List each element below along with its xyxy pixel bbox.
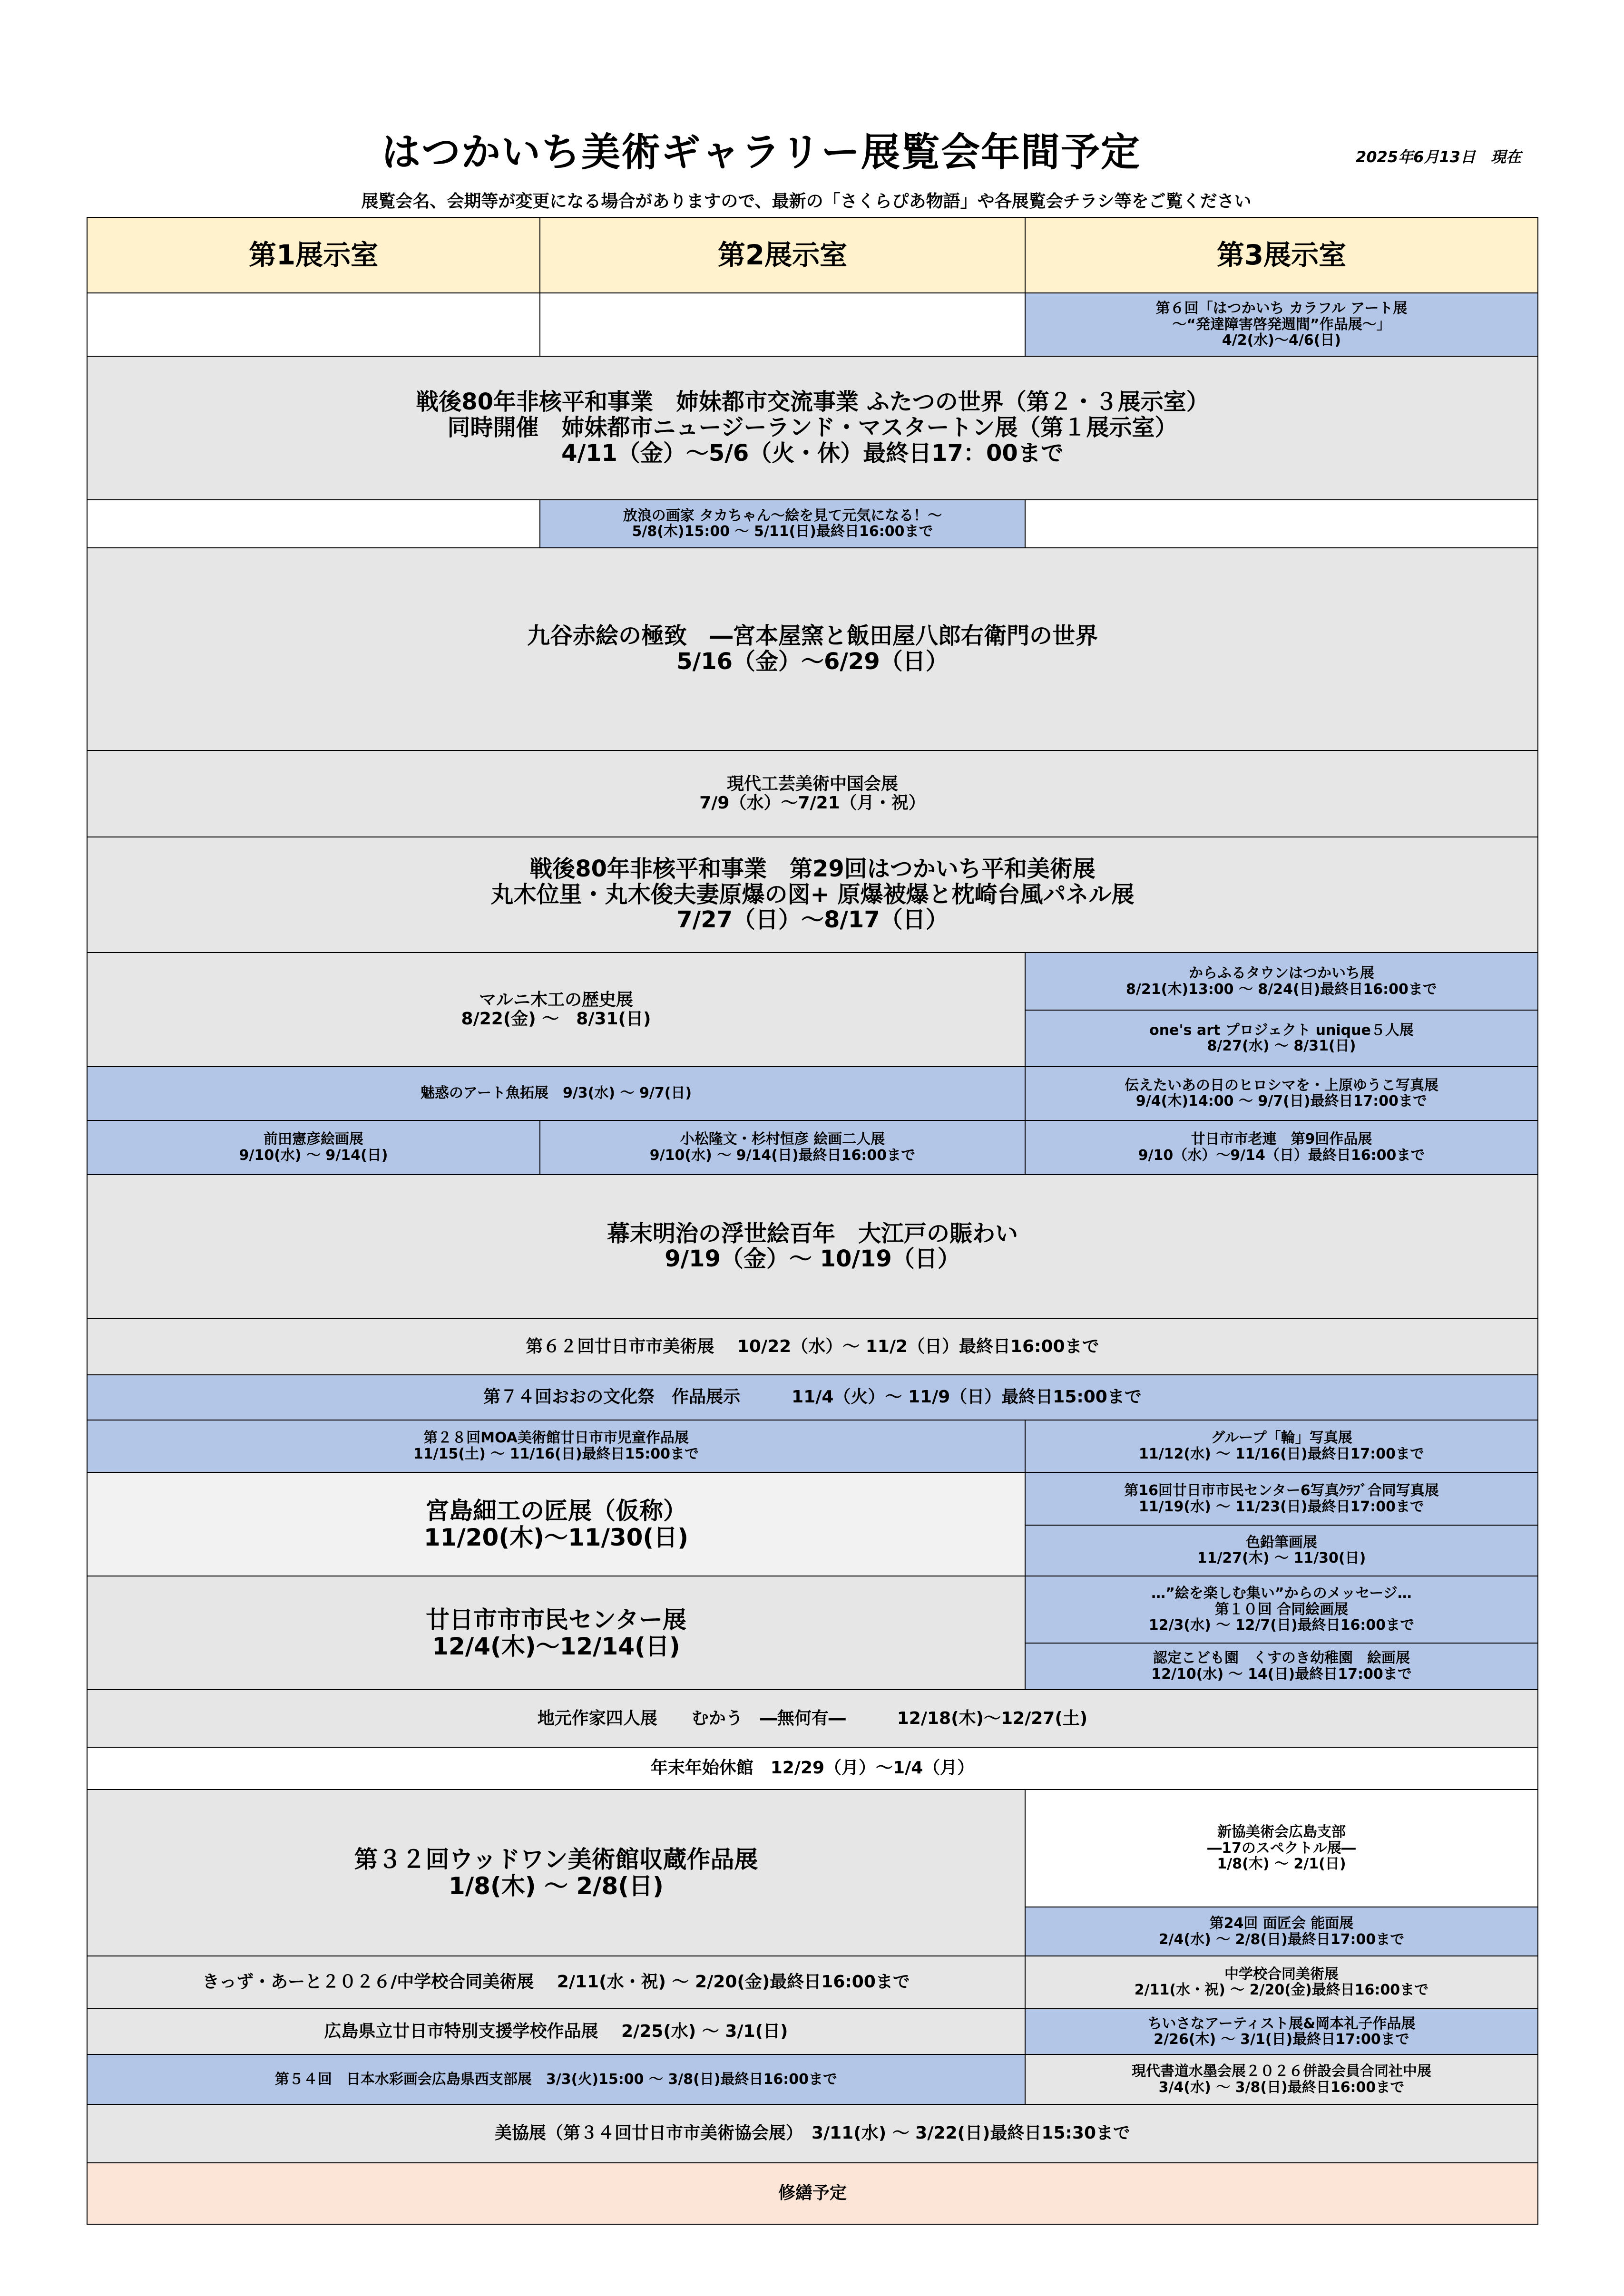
empty-cell [87, 500, 540, 548]
schedule-cell: 幕末明治の浮世絵百年 大江戸の賑わい 9/19（金）～ 10/19（日） [87, 1175, 1538, 1318]
schedule-cell: マルニ木工の歴史展 8/22(金) ～ 8/31(日) [87, 953, 1025, 1067]
schedule-cell: きっず・あーと２０２６/中学校合同美術展 2/11(水・祝) ～ 2/20(金)最終日16:00まで [87, 1956, 1025, 2009]
schedule-cell: 宮島細工の匠展（仮称） 11/20(木)～11/30(日) [87, 1472, 1025, 1576]
schedule-cell: one's art プロジェクト unique５人展 8/27(水) ～ 8/31(日) [1025, 1010, 1538, 1067]
empty-cell [87, 293, 540, 356]
schedule-cell: 美協展（第３４回廿日市市美術協会展） 3/11(水) ～ 3/22(日)最終日15:30まで [87, 2104, 1538, 2163]
notice-text: 展覧会名、会期等が変更になる場合がありますので、最新の「さくらぴあ物語」や各展覧会チラシ等をご覧ください [361, 192, 1252, 211]
schedule-cell: 第６回「はつかいち カラフル アート展 ～“発達障害啓発週間”作品展～」 4/2(水)～4/6(日) [1025, 293, 1538, 356]
schedule-cell: 広島県立廿日市特別支援学校作品展 2/25(水) ～ 3/1(日) [87, 2009, 1025, 2055]
schedule-cell: 第７４回おおの文化祭 作品展示 11/4（火）～ 11/9（日）最終日15:00まで [87, 1375, 1538, 1420]
schedule-cell: 魅惑のアート魚拓展 9/3(水) ～ 9/7(日) [87, 1067, 1025, 1120]
schedule-cell: 放浪の画家 タカちゃん～絵を見て元気になる！～ 5/8(木)15:00 ～ 5/11(日)最終日16:00まで [540, 500, 1025, 548]
schedule-cell: 地元作家四人展 むかう ―無何有― 12/18(木)～12/27(土) [87, 1690, 1538, 1747]
schedule-cell: 廿日市市市民センター展 12/4(木)～12/14(日) [87, 1576, 1025, 1690]
schedule-cell: 新協美術会広島支部 ―17のスペクトル展― 1/8(木) ～ 2/1(日) [1025, 1790, 1538, 1907]
schedule-cell: 小松隆文・杉村恒彦 絵画二人展 9/10(水) ～ 9/14(日)最終日16:00まで [540, 1120, 1025, 1175]
schedule-cell: 第16回廿日市市民センター6写真ｸﾗﾌﾞ合同写真展 11/19(水) ～ 11/23(日)最終日17:00まで [1025, 1472, 1538, 1525]
schedule-cell: …”絵を楽しむ集い”からのメッセージ… 第１０回 合同絵画展 12/3(水) ～ 12/7(日)最終日16:00まで [1025, 1576, 1538, 1643]
as-of-date: 2025年6月13日 現在 [1356, 148, 1521, 166]
schedule-cell: 伝えたいあの日のヒロシマを・上原ゆうこ写真展 9/4(木)14:00 ～ 9/7(日)最終日17:00まで [1025, 1067, 1538, 1120]
empty-cell [1025, 500, 1538, 548]
schedule-cell: 第３２回ウッドワン美術館収蔵作品展 1/8(木) ～ 2/8(日) [87, 1790, 1025, 1956]
schedule-cell: 現代書道水墨会展２０２６併設会員合同社中展 3/4(水) ～ 3/8(日)最終日16:00まで [1025, 2054, 1538, 2104]
schedule-cell: 第５４回 日本水彩画会広島県西支部展 3/3(火)15:00 ～ 3/8(日)最終日16:00まで [87, 2054, 1025, 2104]
schedule-cell: 認定こども園 くすのき幼稚園 絵画展 12/10(水) ～ 14(日)最終日17:00まで [1025, 1643, 1538, 1690]
schedule-cell: 年末年始休館 12/29（月）～1/4（月） [87, 1747, 1538, 1790]
header-gallery-3: 第3展示室 [1025, 217, 1538, 293]
schedule-cell: 中学校合同美術展 2/11(水・祝) ～ 2/20(金)最終日16:00まで [1025, 1956, 1538, 2009]
page-title: はつかいち美術ギャラリー展覧会年間予定 [381, 130, 1141, 175]
header-gallery-1: 第1展示室 [87, 217, 540, 293]
exhibition-schedule-table [87, 217, 1538, 2225]
schedule-cell: 戦後80年非核平和事業 姉妹都市交流事業 ふたつの世界（第２・３展示室） 同時開催 姉妹都市ニュージーランド・マスタートン展（第１展示室） 4/11（金）～5/6（火・休）最終日17：00まで [87, 356, 1538, 500]
header-gallery-2: 第2展示室 [540, 217, 1025, 293]
schedule-cell: グループ「輪」写真展 11/12(水) ～ 11/16(日)最終日17:00まで [1025, 1420, 1538, 1473]
schedule-cell: 前田憲彦絵画展 9/10(水) ～ 9/14(日) [87, 1120, 540, 1175]
schedule-cell: 現代工芸美術中国会展 7/9（水）～7/21（月・祝） [87, 750, 1538, 837]
schedule-cell: 第２８回MOA美術館廿日市市児童作品展 11/15(土) ～ 11/16(日)最終日15:00まで [87, 1420, 1025, 1473]
schedule-cell: 修繕予定 [87, 2163, 1538, 2224]
empty-cell [540, 293, 1025, 356]
schedule-cell: 戦後80年非核平和事業 第29回はつかいち平和美術展 丸木位里・丸木俊夫妻原爆の図+ 原爆被爆と枕崎台風パネル展 7/27（日）～8/17（日） [87, 837, 1538, 953]
schedule-cell: 廿日市市老連 第9回作品展 9/10（水）～9/14（日）最終日16:00まで [1025, 1120, 1538, 1175]
schedule-cell: 第24回 面匠会 能面展 2/4(水) ～ 2/8(日)最終日17:00まで [1025, 1907, 1538, 1956]
schedule-cell: 色鉛筆画展 11/27(木) ～ 11/30(日) [1025, 1525, 1538, 1576]
schedule-cell: ちいさなアーティスト展&岡本礼子作品展 2/26(木) ～ 3/1(日)最終日17:00まで [1025, 2009, 1538, 2055]
schedule-cell: からふるタウンはつかいち展 8/21(木)13:00 ～ 8/24(日)最終日16:00まで [1025, 953, 1538, 1010]
schedule-cell: 九谷赤絵の極致 ―宮本屋窯と飯田屋八郎右衛門の世界 5/16（金）～6/29（日） [87, 548, 1538, 751]
schedule-cell: 第６２回廿日市市美術展 10/22（水）～ 11/2（日）最終日16:00まで [87, 1318, 1538, 1375]
